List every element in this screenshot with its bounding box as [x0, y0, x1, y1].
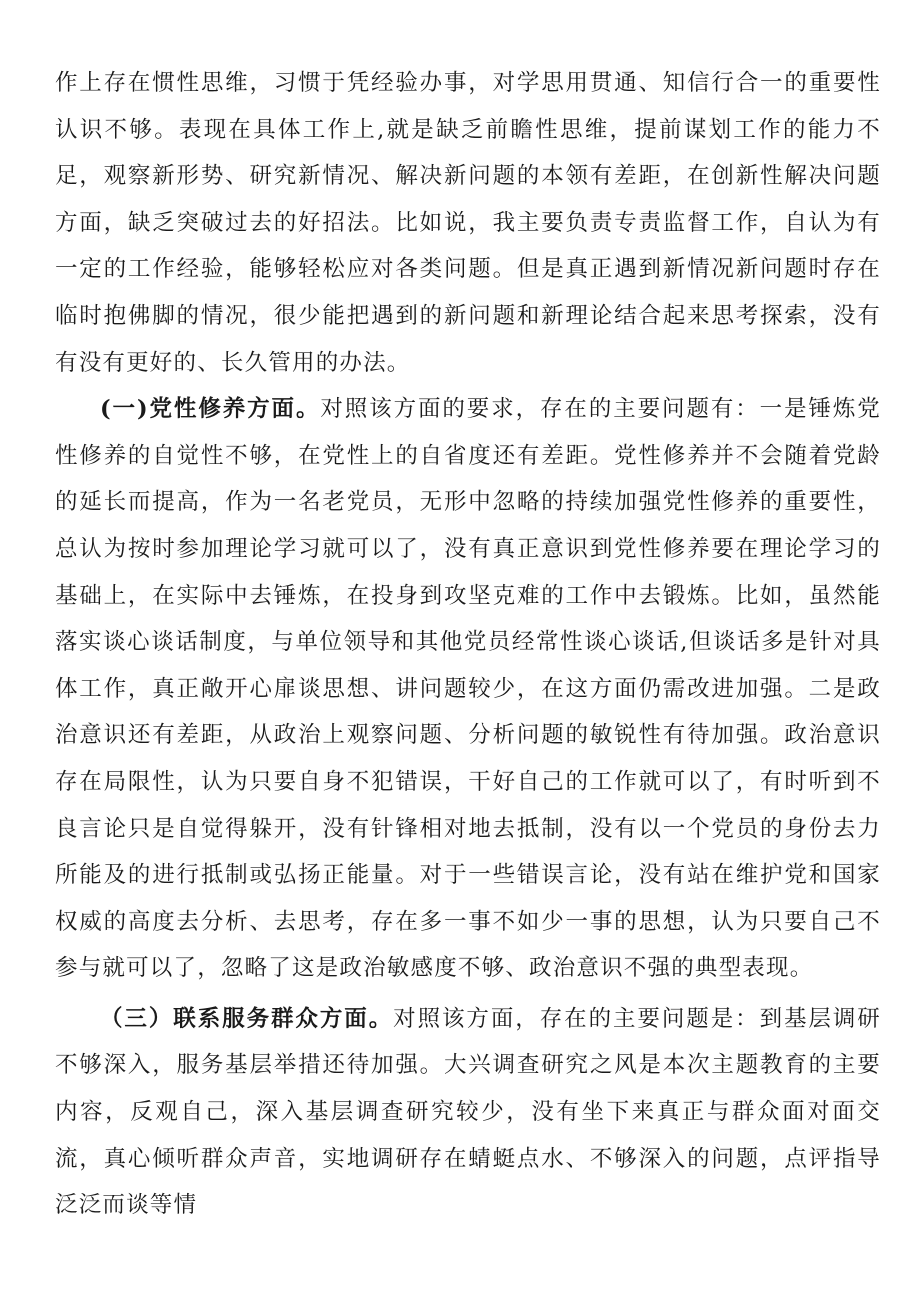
document-page: [55, 60, 881, 1229]
paragraph-serving-masses: [55, 996, 881, 1229]
section-heading-serving-masses: （三）联系服务群众方面。: [100, 1005, 394, 1032]
paragraph-text: 对照该方面的要求，存在的主要问题有：一是锤炼党性修养的自觉性不够，在党性上的自省度还有差距。党性修养并不会随着党龄的延长而提高，作为一名老党员，无形中忽略的持续加强党性修养的重要性，总认为按时参加理论学习就可以了，没有真正意识到党性修养要在理论学习的基础上，在实际中去锤炼，在投身到攻坚克难的工作中去锻炼。比如，虽然能落实谈心谈话制度，与单位领导和其他党员经常性谈心谈话,但谈话多是针对具体工作，真正敞开心扉谈思想、讲问题较少，在这方面仍需改进加强。二是政治意识还有差距，从政治上观察问题、分析问题的敏锐性有待加强。政治意识存在局限性，认为只要自身不犯错误，干好自己的工作就可以了，有时听到不良言论只是自觉得躲开，没有针锋相对地去抵制，没有以一个党员的身份去力所能及的进行抵制或弘扬正能量。对于一些错误言论，没有站在维护党和国家权威的高度去分析、去思考，存在多一事不如少一事的思想，认为只要自己不参与就可以了，忽略了这是政治敏感度不够、政治意识不强的典型表现。: [55, 396, 881, 982]
paragraph-party-spirit: [55, 386, 881, 992]
paragraph-continuation: [55, 60, 881, 386]
paragraph-text: 作上存在惯性思维，习惯于凭经验办事，对学思用贯通、知信行合一的重要性认识不够。表现在具体工作上,就是缺乏前瞻性思维，提前谋划工作的能力不足，观察新形势、研究新情况、解决新问题的本领有差距，在创新性解决问题方面，缺乏突破过去的好招法。比如说，我主要负责专责监督工作，自认为有一定的工作经验，能够轻松应对各类问题。但是真正遇到新情况新问题时存在临时抱佛脚的情况，很少能把遇到的新问题和新理论结合起来思考探索，没有有没有更好的、长久管用的办法。: [55, 70, 881, 376]
section-heading-party-spirit: (一)党性修养方面。: [100, 396, 321, 423]
paragraph-text: 对照该方面，存在的主要问题是：到基层调研不够深入，服务基层举措还待加强。大兴调查研究之风是本次主题教育的主要内容，反观自己，深入基层调查研究较少，没有坐下来真正与群众面对面交流，真心倾听群众声音，实地调研存在蜻蜓点水、不够深入的问题，点评指导泛泛而谈等情: [55, 1005, 881, 1219]
